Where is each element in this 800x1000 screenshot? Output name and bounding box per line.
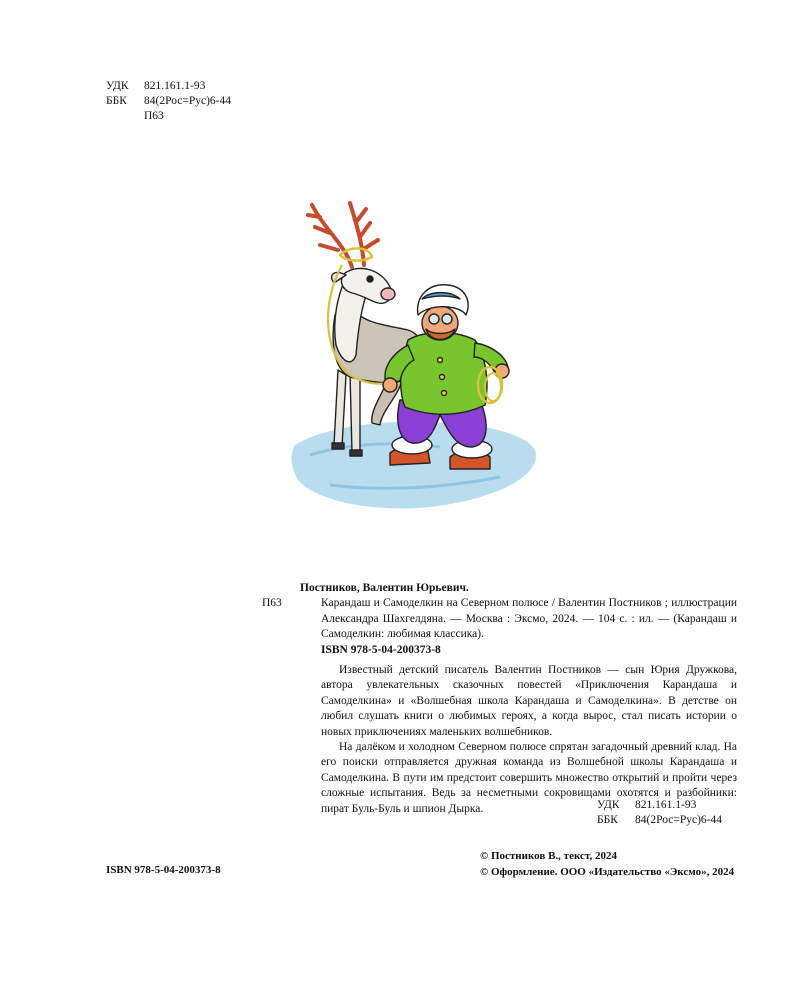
author-mark-row bbox=[106, 109, 231, 124]
annotation-paragraph: На далёком и холодном Северном полюсе спрятан загадочный древний клад. На его поиски отправляется дружная команда из Волшебной школы Карандаша и Самоделкина. В пути им предстоит совершить множество открытий и пройти через сложные испытания. Ведь за несметными сокровищами охотятся и разбойники: пират Буль-Буль и шпион Дырка. bbox=[321, 741, 737, 815]
author-mark: П63 bbox=[144, 110, 164, 122]
bbk-row bbox=[106, 94, 231, 109]
bbk-value: 84(2Рос=Рус)6-44 bbox=[635, 814, 722, 826]
bbk-label: ББК bbox=[106, 95, 127, 107]
bibliographic-description bbox=[262, 596, 737, 642]
annotation-paragraph: Известный детский писатель Валентин Постников — сын Юрия Дружкова, автора увлекательных сказочных повестей «Приключения Карандаша и Самоделкина» и «Волшебная школа Карандаша и Самоделкина». В детстве он любил слушать книги о любимых героях, а когда вырос, стал писать истории о новых приключениях маленьких волшебников. bbox=[321, 664, 737, 738]
reindeer-and-boy-illustration bbox=[290, 195, 540, 515]
copyright-design: © Оформление. ООО «Издательство «Эксмо», 2024 bbox=[480, 865, 735, 878]
udc-label: УДК bbox=[597, 799, 620, 811]
classification-block-bottom bbox=[597, 798, 722, 828]
author-mark: П63 bbox=[262, 597, 282, 610]
udc-label: УДК bbox=[106, 80, 129, 92]
udc-row bbox=[106, 79, 231, 94]
author-name: Постников, Валентин Юрьевич. bbox=[300, 582, 469, 594]
isbn-bottom: ISBN 978-5-04-200373-8 bbox=[106, 864, 221, 876]
description-text: Карандаш и Самоделкин на Северном полюсе / Валентин Постников ; иллюстрации Александра Шахгелдяна. — Москва : Эксмо, 2024. — 104 с. : ил. — (Карандаш и Самоделкин: любимая классика). bbox=[321, 597, 737, 641]
copyright-text: © Постников В., текст, 2024 bbox=[480, 850, 617, 862]
classification-block-top bbox=[106, 79, 231, 124]
bbk-value: 84(2Рос=Рус)6-44 bbox=[144, 95, 231, 107]
annotation bbox=[321, 663, 737, 817]
copyright-block bbox=[480, 849, 734, 880]
bibliographic-record bbox=[262, 581, 737, 817]
bbk-row bbox=[597, 813, 722, 828]
udc-value: 821.161.1-93 bbox=[635, 799, 697, 811]
udc-value: 821.161.1-93 bbox=[144, 80, 206, 92]
udc-row bbox=[597, 798, 722, 813]
bbk-label: ББК bbox=[597, 814, 618, 826]
isbn: ISBN 978-5-04-200373-8 bbox=[321, 643, 441, 656]
